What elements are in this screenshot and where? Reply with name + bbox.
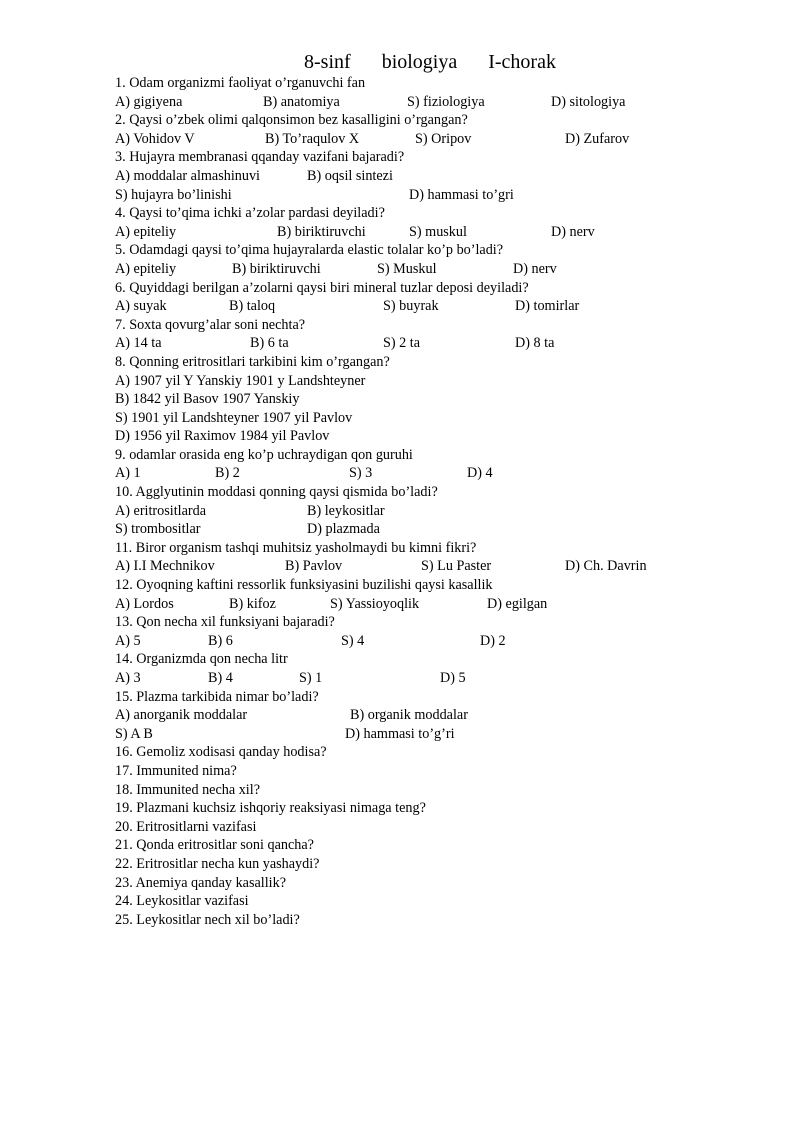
answer-option: S) Oripov bbox=[415, 130, 472, 147]
question-line: 24. Leykositlar vazifasi bbox=[115, 893, 249, 910]
answer-option: D) 4 bbox=[467, 465, 493, 482]
answer-option: D) hammasi to’g’ri bbox=[345, 725, 455, 742]
answer-option: A) I.I Mechnikov bbox=[115, 558, 215, 575]
options-line bbox=[115, 725, 735, 744]
question-line: 10. Agglyutinin moddasi qonning qaysi qismida bo’ladi? bbox=[115, 484, 438, 501]
question-line: 3. Hujayra membranasi qqanday vazifani bajaradi? bbox=[115, 149, 405, 166]
options-line bbox=[115, 130, 735, 149]
answer-option: D) Zufarov bbox=[565, 130, 630, 147]
answer-option: S) A B bbox=[115, 725, 153, 742]
options-line bbox=[115, 557, 735, 576]
question-line: 2. Qaysi o’zbek olimi qalqonsimon bez kasalligini o’rgangan? bbox=[115, 112, 468, 129]
answer-option: B) oqsil sintezi bbox=[307, 167, 393, 184]
options-line bbox=[115, 186, 735, 205]
question-line: 25. Leykositlar nech xil bo’ladi? bbox=[115, 911, 300, 928]
answer-option: A) 1 bbox=[115, 465, 141, 482]
question-line: A) 1907 yil Y Yanskiy 1901 y Landshteyner bbox=[115, 372, 366, 389]
answer-option: D) 2 bbox=[480, 632, 506, 649]
answer-option: B) leykositlar bbox=[307, 502, 385, 519]
question-line: 19. Plazmani kuchsiz ishqoriy reaksiyasi nimaga teng? bbox=[115, 800, 426, 817]
answer-option: A) Lordos bbox=[115, 595, 174, 612]
question-line: 20. Eritrositlarni vazifasi bbox=[115, 818, 257, 835]
answer-option: B) kifoz bbox=[229, 595, 276, 612]
answer-option: S) 2 ta bbox=[383, 335, 421, 352]
question-line: 21. Qonda eritrositlar soni qancha? bbox=[115, 837, 314, 854]
answer-option: S) muskul bbox=[409, 223, 467, 240]
answer-option: D) 8 ta bbox=[515, 335, 555, 352]
options-line bbox=[115, 632, 735, 651]
document-title bbox=[0, 50, 800, 74]
options-line bbox=[115, 520, 735, 539]
answer-option: B) taloq bbox=[229, 298, 276, 315]
answer-option: B) biriktiruvchi bbox=[232, 260, 321, 277]
question-line: B) 1842 yil Basov 1907 Yanskiy bbox=[115, 391, 300, 408]
question-line: 7. Soxta qovurg’alar soni nechta? bbox=[115, 316, 306, 333]
question-line: 6. Quyiddagi berilgan a’zolarni qaysi biri mineral tuzlar deposi deyiladi? bbox=[115, 279, 529, 296]
answer-option: A) epiteliy bbox=[115, 260, 177, 277]
answer-option: B) 4 bbox=[208, 670, 233, 686]
answer-option: D) nerv bbox=[551, 223, 595, 240]
answer-option: D) plazmada bbox=[307, 521, 380, 538]
question-line: 12. Oyoqning kaftini ressorlik funksiyasini buzilishi qaysi kasallik bbox=[115, 577, 493, 594]
answer-option: D) tomirlar bbox=[515, 298, 580, 315]
options-line bbox=[115, 464, 735, 483]
answer-option: S) hujayra bo’linishi bbox=[115, 186, 232, 203]
answer-option: S) fiziologiya bbox=[407, 93, 485, 110]
answer-option: S) trombositlar bbox=[115, 521, 201, 538]
answer-option: D) Ch. Davrin bbox=[565, 558, 647, 575]
question-line: 13. Qon necha xil funksiyani bajaradi? bbox=[115, 614, 335, 631]
options-line bbox=[115, 223, 735, 242]
answer-option: B) 6 bbox=[208, 632, 233, 649]
answer-option: A) gigiyena bbox=[115, 93, 183, 110]
answer-option: A) eritrositlarda bbox=[115, 502, 206, 519]
question-line: 5. Odamdagi qaysi to’qima hujayralarda elastic tolalar ko’p bo’ladi? bbox=[115, 242, 504, 259]
question-line: 9. odamlar orasida eng ko’p uchraydigan qon guruhi bbox=[115, 446, 413, 463]
answer-option: S) buyrak bbox=[383, 298, 439, 315]
answer-option: A) 5 bbox=[115, 632, 141, 649]
answer-option: S) Yassioyoqlik bbox=[330, 595, 420, 612]
options-line bbox=[115, 706, 735, 725]
answer-option: B) anatomiya bbox=[263, 93, 340, 110]
answer-option: A) 3 bbox=[115, 670, 141, 686]
question-line: 16. Gemoliz xodisasi qanday hodisa? bbox=[115, 744, 327, 761]
question-line: S) 1901 yil Landshteyner 1907 yil Pavlov bbox=[115, 409, 353, 426]
options-line bbox=[115, 260, 735, 279]
answer-option: D) sitologiya bbox=[551, 93, 626, 110]
options-line bbox=[115, 334, 735, 353]
answer-option: S) Lu Paster bbox=[421, 558, 492, 575]
answer-option: S) 4 bbox=[341, 632, 365, 649]
answer-option: B) biriktiruvchi bbox=[277, 223, 366, 240]
answer-option: A) Vohidov V bbox=[115, 130, 195, 147]
answer-option: D) nerv bbox=[513, 260, 557, 277]
answer-option: S) 1 bbox=[299, 670, 323, 686]
answer-option: A) moddalar almashinuvi bbox=[115, 167, 260, 184]
answer-option: A) epiteliy bbox=[115, 223, 177, 240]
answer-option: B) 2 bbox=[215, 465, 240, 482]
question-line: 17. Immunited nima? bbox=[115, 762, 237, 779]
answer-option: D) 5 bbox=[440, 670, 466, 686]
answer-option: B) organik moddalar bbox=[350, 707, 468, 724]
answer-option: D) hammasi to’gri bbox=[409, 186, 514, 203]
options-line bbox=[115, 297, 735, 316]
question-line: 1. Odam organizmi faoliyat o’rganuvchi fan bbox=[115, 75, 366, 91]
answer-option: A) suyak bbox=[115, 298, 167, 315]
question-line: 23. Anemiya qanday kasallik? bbox=[115, 874, 286, 891]
answer-option: A) 14 ta bbox=[115, 335, 162, 352]
question-line: 4. Qaysi to’qima ichki a’zolar pardasi deyiladi? bbox=[115, 205, 385, 222]
title-grade: 8-sinf bbox=[304, 51, 351, 73]
question-line: 14. Organizmda qon necha litr bbox=[115, 651, 288, 668]
answer-option: A) anorganik moddalar bbox=[115, 707, 248, 724]
options-line bbox=[115, 167, 735, 186]
options-line bbox=[115, 502, 735, 521]
question-line: D) 1956 yil Raximov 1984 yil Pavlov bbox=[115, 428, 330, 445]
question-line: 15. Plazma tarkibida nimar bo’ladi? bbox=[115, 688, 319, 705]
answer-option: S) 3 bbox=[349, 465, 373, 482]
answer-option: D) egilgan bbox=[487, 595, 548, 612]
question-line: 18. Immunited necha xil? bbox=[115, 781, 260, 798]
answer-option: B) To’raqulov X bbox=[265, 130, 360, 147]
title-subject: biologiya bbox=[381, 51, 458, 73]
answer-option: S) Muskul bbox=[377, 260, 437, 277]
options-line bbox=[115, 669, 735, 688]
title-quarter: I-chorak bbox=[488, 51, 556, 73]
answer-option: B) Pavlov bbox=[285, 558, 343, 575]
question-line: 22. Eritrositlar necha kun yashaydi? bbox=[115, 855, 320, 872]
question-line: 8. Qonning eritrositlari tarkibini kim o’rgangan? bbox=[115, 353, 390, 370]
options-line bbox=[115, 93, 735, 112]
question-list bbox=[115, 74, 735, 929]
question-line: 11. Biror organism tashqi muhitsiz yasholmaydi bu kimni fikri? bbox=[115, 539, 477, 556]
answer-option: B) 6 ta bbox=[250, 335, 289, 352]
options-line bbox=[115, 595, 735, 614]
